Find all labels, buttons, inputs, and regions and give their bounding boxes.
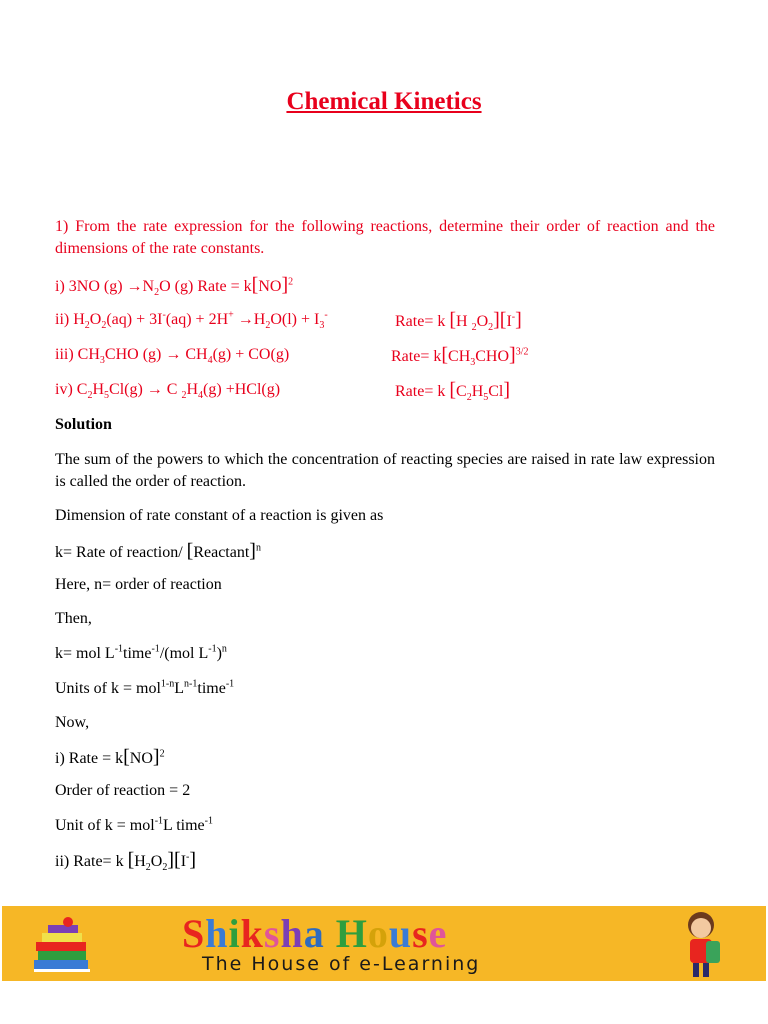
ii-rate: ii) Rate= k $[H_2O_2][I^-]$ [55,849,197,874]
page-title: Chemical Kinetics [286,88,482,115]
then-text: Then, [55,610,92,627]
brand-letter: k [240,911,264,956]
brand-name [182,912,447,956]
solution-heading: Solution [55,416,112,433]
reaction-3: iii) $CH_3CHO$ $(g) \to CH_4(g) + CO(g)$ Rate= $k[CH_3CHO]^{3/2}$ [55,344,529,369]
brand-letter: s [263,911,281,956]
brand-letter [325,911,336,956]
now-text: Now, [55,714,90,731]
reaction-4: iv) $C_2H_5Cl(g) \to C$ $_2H_4(g) +HCl(g)$ Rate= k $[C_2H_5Cl]$ [55,379,511,404]
i-unit: Unit of k = mol$^{-1}$L time$^{-1}$ [55,815,213,834]
footer-banner [2,906,766,981]
brand-letter: h [205,911,229,956]
brand-tagline: The House of e-Learning [202,953,481,975]
here-text: Here, n= order of reaction [55,576,222,593]
brand-letter: e [428,911,448,956]
k-units-expression: k= mol $L^{-1}time^{-1}/(mol$ $L^{-1})^n$ [55,643,227,662]
units-of-k: Units of $k = mol^{1-n}L^{n-1}time^{-1}$ [55,678,235,697]
brand-letter: h [280,911,304,956]
brand-letter: i [228,911,241,956]
brand-letter: S [182,911,206,956]
brand-letter: a [303,911,325,956]
i-rate: i) Rate = k[NO]$^2$ [55,746,165,768]
reaction-1: i) 3NO $(g) \to N_2O$ (g) Rate = k[NO]$^2$ [55,274,294,299]
brand-letter: u [388,911,413,956]
student-icon [670,909,732,979]
books-icon [28,916,96,974]
brand-letter: H [335,911,368,956]
k-definition: k= Rate of reaction/ [Reactant]$^n$ [55,540,261,562]
i-order: Order of reaction = 2 [55,782,191,799]
brand-letter: s [412,911,429,956]
question-text: 1) From the rate expression for the following reactions, determine their order of reaction and the dimensions of the rate constants. [55,218,715,257]
dimension-intro: Dimension of rate constant of a reaction is given as [55,507,384,524]
brand-letter: o [367,911,389,956]
order-definition: The sum of the powers to which the concentration of reacting species are raised in rate law expression is called the order of reaction. [55,451,715,490]
reaction-2: ii) $H_2O_2(aq) + 3I^-(aq) + 2H^+ \to H_2O(l) + I_3^-$ Rate= k [H $_2O_2][I^-]$ [55,309,522,334]
